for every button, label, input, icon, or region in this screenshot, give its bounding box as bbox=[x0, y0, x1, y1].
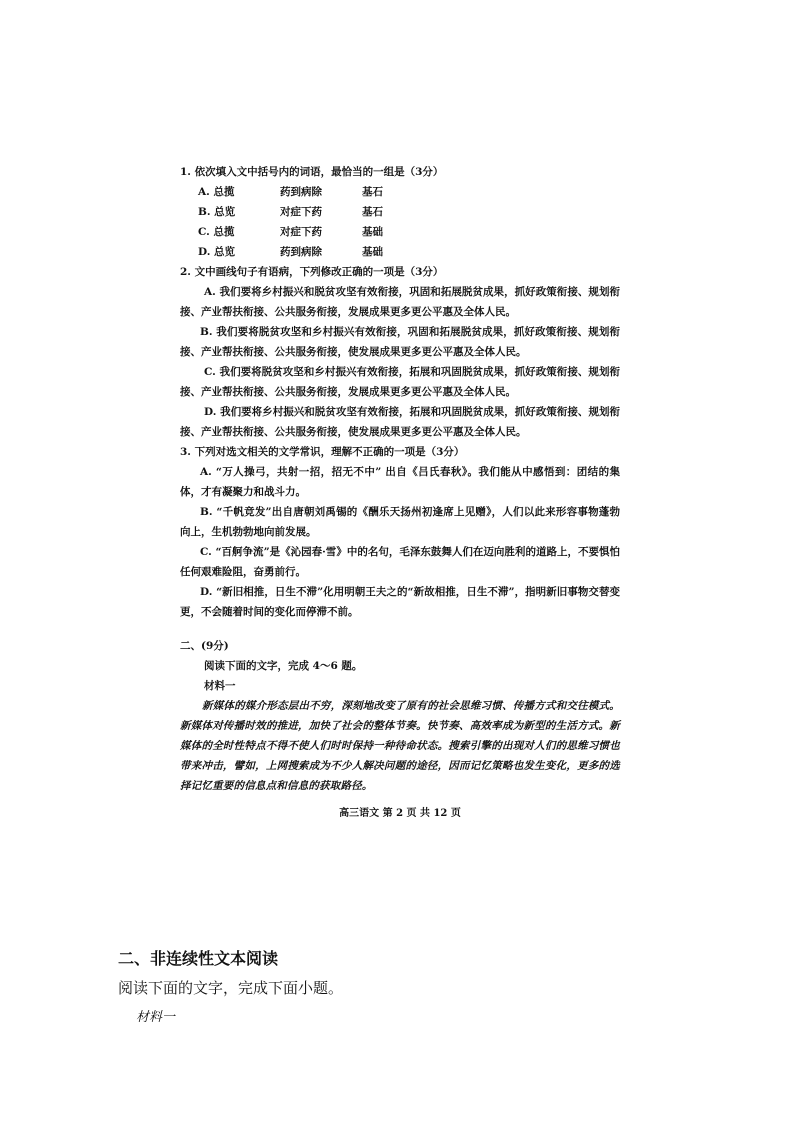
spacer bbox=[180, 622, 620, 636]
question-2-option-b: B. 我们要将脱贫攻坚和乡村振兴有效衔接，巩固和拓展脱贫成果，抓好政策衔接、规划衔接、产业帮扶衔接、公共服务衔接，使发展成果更多更公平惠及全体人民。 bbox=[180, 326, 620, 358]
question-1-option-c: C. 总揽 对症下药 基础 bbox=[198, 226, 383, 238]
material-1-title: 材料一 bbox=[204, 680, 236, 692]
material-label: 材料一 bbox=[136, 1010, 176, 1025]
question-1-option-a: A. 总揽 药到病除 基石 bbox=[198, 186, 383, 198]
material-1-text: 新媒体的媒介形态层出不穷，深刻地改变了原有的社会思维习惯、传播方式和交往模式。新媒体对传播时效的推进，加快了社会的整体节奏。快节奏、高效率成为新型的生活方式。新媒体的全时性特点不得不使人们时时保持一种待命状态。搜索引擎的出现对人们的思维习惯也带来冲击，譬如，上网搜索成为不少人解决问题的途径，因而记忆策略也发生变化，更多的选择记忆重要的信息点和信息的获取路径。 bbox=[180, 700, 620, 792]
question-3-stem: 3. 下列对选文相关的文学常识，理解不正确的一项是（3分） bbox=[180, 446, 465, 458]
section-title: 二、非连续性文本阅读 bbox=[118, 949, 279, 968]
scanned-exam-page bbox=[180, 162, 620, 824]
question-2-option-c: C. 我们要将脱贫攻坚和乡村振兴有效衔接，拓展和巩固脱贫成果，抓好政策衔接、规划衔接、产业帮扶衔接、公共服务衔接，发展成果更多更公平惠及全体人民。 bbox=[180, 366, 620, 398]
page-footer: 高三语文 第 2 页 共 12 页 bbox=[339, 808, 461, 819]
question-1-option-b: B. 总览 对症下药 基石 bbox=[198, 206, 383, 218]
section-2-heading: 二、(9分) bbox=[180, 640, 229, 652]
question-3-option-c: C. “百舸争流”是《沁园春·雪》中的名句，毛泽东鼓舞人们在迈向胜利的道路上，不要惧怕任何艰难险阻，奋勇前行。 bbox=[180, 546, 620, 578]
question-2-option-a: A. 我们要将乡村振兴和脱贫攻坚有效衔接，巩固和拓展脱贫成果，抓好政策衔接、规划衔接、产业帮扶衔接、公共服务衔接，发展成果更多更公平惠及全体人民。 bbox=[180, 286, 620, 318]
section-instructions: 阅读下面的文字，完成下面小题。 bbox=[118, 979, 344, 997]
question-1-option-d: D. 总览 药到病除 基础 bbox=[198, 246, 383, 258]
question-3-option-b: B. “千帆竞发”出自唐朝刘禹锡的《酬乐天扬州初逢席上见赠》，人们以此来形容事物蓬勃向上，生机勃勃地向前发展。 bbox=[180, 506, 620, 538]
section-2-instructions: 阅读下面的文字，完成 4～6 题。 bbox=[204, 660, 363, 672]
question-1-stem: 1. 依次填入文中括号内的词语，最恰当的一组是（3分） bbox=[180, 166, 444, 178]
question-3-option-d: D. “新旧相推，日生不滞”化用明朝王夫之的“新故相推，日生不滞”，指明新旧事物交替变更，不会随着时间的变化而停滞不前。 bbox=[180, 586, 620, 618]
question-2-stem: 2. 文中画线句子有语病，下列修改正确的一项是（3分） bbox=[180, 266, 444, 278]
question-2-option-d: D. 我们要将乡村振兴和脱贫攻坚有效衔接，拓展和巩固脱贫成果，抓好政策衔接、规划衔接、产业帮扶衔接、公共服务衔接，使发展成果更多更公平惠及全体人民。 bbox=[180, 406, 620, 438]
bottom-section bbox=[118, 945, 718, 1033]
question-3-option-a: A. “万人操弓，共射一招，招无不中” 出自《吕氏春秋》。我们能从中感悟到：团结的集体，才有凝聚力和战斗力。 bbox=[180, 466, 620, 498]
